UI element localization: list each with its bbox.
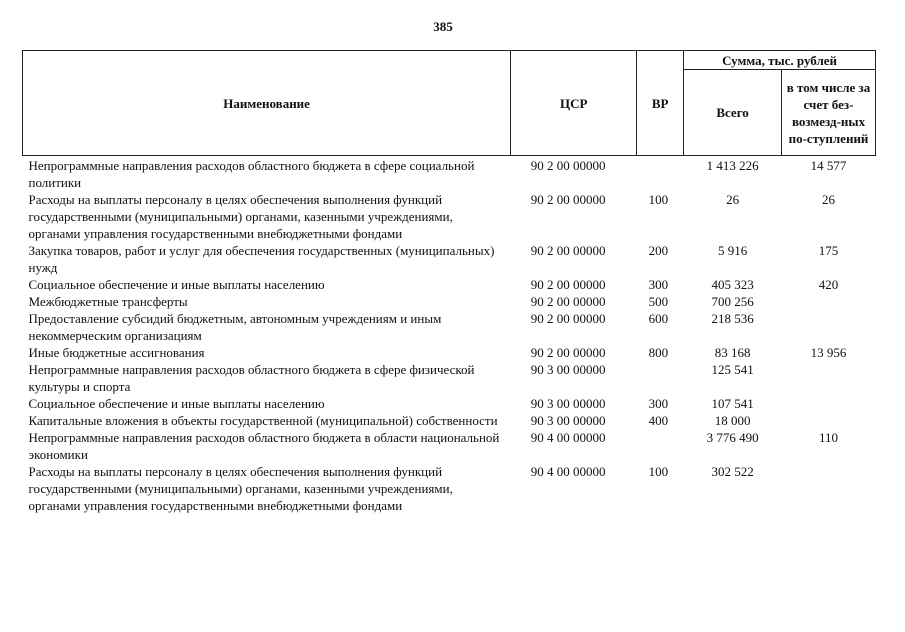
row-name: Непрограммные направления расходов областного бюджета в сфере социальной политики	[28, 158, 475, 190]
table-row	[23, 293, 876, 310]
row-total: 700 256	[711, 294, 754, 309]
row-vr	[637, 361, 684, 395]
row-free	[782, 463, 876, 514]
table-row	[23, 156, 876, 192]
row-csr: 90 4 00 00000	[530, 430, 606, 445]
row-free: 420	[818, 277, 839, 292]
row-free: 175	[818, 243, 839, 258]
row-csr: 90 2 00 00000	[530, 311, 606, 326]
page-number: 385	[433, 19, 453, 34]
table-row	[23, 191, 876, 242]
row-vr	[637, 429, 684, 463]
row-vr: 300	[648, 396, 669, 411]
row-free: 14 577	[810, 158, 847, 173]
table-row	[23, 429, 876, 463]
header-sum: Сумма, тыс. рублей	[684, 51, 876, 70]
row-free	[782, 412, 876, 429]
row-vr: 500	[648, 294, 669, 309]
row-vr: 100	[648, 464, 669, 479]
row-vr: 100	[648, 192, 669, 207]
row-vr: 800	[648, 345, 669, 360]
row-free: 26	[822, 192, 835, 207]
row-csr: 90 3 00 00000	[530, 362, 606, 377]
row-name: Закупка товаров, работ и услуг для обеспечения государственных (муниципальных) нужд	[28, 243, 495, 275]
table-row	[23, 412, 876, 429]
row-free	[782, 293, 876, 310]
row-csr: 90 4 00 00000	[530, 464, 606, 479]
row-name: Предоставление субсидий бюджетным, автономным учреждениям и иным некоммерческим организациям	[28, 311, 442, 343]
row-csr: 90 2 00 00000	[530, 294, 606, 309]
header-name: Наименование	[23, 51, 511, 156]
budget-table	[22, 50, 876, 514]
row-csr: 90 2 00 00000	[530, 243, 606, 258]
row-name: Расходы на выплаты персоналу в целях обеспечения выполнения функций государственными (муниципальными) органами, казенными учреждениями, органами управления государственными внебюджетными фондами	[28, 464, 453, 513]
row-csr: 90 2 00 00000	[530, 192, 606, 207]
row-name: Иные бюджетные ассигнования	[28, 345, 205, 360]
header-vr: ВР	[637, 51, 684, 156]
row-name: Социальное обеспечение и иные выплаты населению	[28, 396, 325, 411]
row-free	[782, 361, 876, 395]
row-csr: 90 3 00 00000	[530, 396, 606, 411]
row-total: 125 541	[711, 362, 754, 377]
row-name: Межбюджетные трансферты	[28, 294, 188, 309]
table-row	[23, 361, 876, 395]
row-total: 26	[726, 192, 740, 207]
row-free: 13 956	[810, 345, 847, 360]
table-row	[23, 276, 876, 293]
row-total: 83 168	[714, 345, 751, 360]
header-csr: ЦСР	[511, 51, 637, 156]
row-free: 110	[818, 430, 839, 445]
table-row	[23, 344, 876, 361]
row-csr: 90 2 00 00000	[530, 277, 606, 292]
table-body	[23, 156, 876, 515]
row-total: 218 536	[711, 311, 754, 326]
table-header	[23, 51, 876, 156]
row-total: 3 776 490	[706, 430, 759, 445]
row-vr: 400	[648, 413, 669, 428]
row-vr: 300	[648, 277, 669, 292]
row-csr: 90 3 00 00000	[530, 413, 606, 428]
table-row	[23, 395, 876, 412]
row-total: 1 413 226	[706, 158, 759, 173]
row-vr	[637, 156, 684, 192]
row-name: Непрограммные направления расходов областного бюджета в сфере физической культуры и спорта	[28, 362, 475, 394]
header-total: Всего	[684, 70, 782, 156]
row-total: 18 000	[714, 413, 751, 428]
row-name: Социальное обеспечение и иные выплаты населению	[28, 277, 325, 292]
row-vr: 600	[648, 311, 669, 326]
table-row	[23, 463, 876, 514]
row-free	[782, 310, 876, 344]
row-name: Расходы на выплаты персоналу в целях обеспечения выполнения функций государственными (муниципальными) органами, казенными учреждениями, органами управления государственными внебюджетными фондами	[28, 192, 453, 241]
row-csr: 90 2 00 00000	[530, 345, 606, 360]
row-csr: 90 2 00 00000	[530, 158, 606, 173]
row-name: Непрограммные направления расходов областного бюджета в области национальной экономики	[28, 430, 500, 462]
table-row	[23, 310, 876, 344]
header-free-receipts: в том числе за счет без-возмезд-ных по-ступлений	[782, 70, 876, 156]
row-name: Капитальные вложения в объекты государственной (муниципальной) собственности	[28, 413, 498, 428]
row-vr: 200	[648, 243, 669, 258]
row-total: 5 916	[717, 243, 748, 258]
table-row	[23, 242, 876, 276]
row-total: 302 522	[711, 464, 754, 479]
row-total: 405 323	[711, 277, 754, 292]
row-total: 107 541	[711, 396, 754, 411]
row-free	[782, 395, 876, 412]
